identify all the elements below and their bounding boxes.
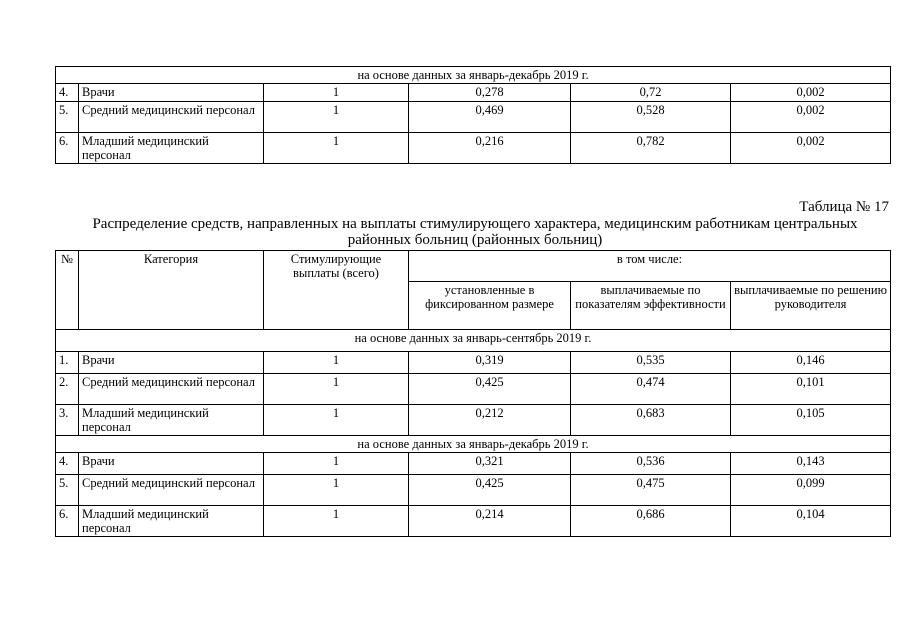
indicators-cell: 0,475: [571, 475, 731, 506]
header-fixed: установленные в фиксированном размере: [409, 282, 571, 330]
section-label: на основе данных за январь-сентябрь 2019 г.: [56, 330, 891, 352]
category-cell: Младший медицинский персонал: [79, 133, 264, 164]
section-row: [56, 67, 891, 84]
row-number: 4.: [56, 84, 79, 102]
fixed-cell: 0,214: [409, 506, 571, 537]
manager-cell: 0,104: [731, 506, 891, 537]
total-cell: 1: [264, 405, 409, 436]
section-row: [56, 436, 891, 453]
indicators-cell: 0,474: [571, 374, 731, 405]
category-cell: Врачи: [79, 453, 264, 475]
category-cell: Врачи: [79, 352, 264, 374]
category-cell: Средний медицинский персонал: [79, 102, 264, 133]
category-cell: Средний медицинский персонал: [79, 475, 264, 506]
total-cell: 1: [264, 84, 409, 102]
table-row: [56, 405, 891, 436]
row-number: 5.: [56, 475, 79, 506]
header-manager: выплачиваемые по решению руководителя: [731, 282, 891, 330]
fixed-cell: 0,425: [409, 374, 571, 405]
total-cell: 1: [264, 453, 409, 475]
table-row: [56, 506, 891, 537]
manager-cell: 0,002: [731, 84, 891, 102]
header-including: в том числе:: [409, 251, 891, 282]
fixed-cell: 0,469: [409, 102, 571, 133]
category-cell: Средний медицинский персонал: [79, 374, 264, 405]
header-total: Стимулирующие выплаты (всего): [264, 251, 409, 330]
indicators-cell: 0,782: [571, 133, 731, 164]
fixed-cell: 0,216: [409, 133, 571, 164]
manager-cell: 0,101: [731, 374, 891, 405]
indicators-cell: 0,683: [571, 405, 731, 436]
category-cell: Врачи: [79, 84, 264, 102]
section-row: [56, 330, 891, 352]
table-row: [56, 133, 891, 164]
total-cell: 1: [264, 475, 409, 506]
indicators-cell: 0,72: [571, 84, 731, 102]
row-number: 6.: [56, 133, 79, 164]
manager-cell: 0,002: [731, 102, 891, 133]
total-cell: 1: [264, 352, 409, 374]
indicators-cell: 0,536: [571, 453, 731, 475]
distribution-table: [55, 250, 891, 537]
row-number: 5.: [56, 102, 79, 133]
total-cell: 1: [264, 374, 409, 405]
fixed-cell: 0,278: [409, 84, 571, 102]
manager-cell: 0,002: [731, 133, 891, 164]
table-row: [56, 475, 891, 506]
fixed-cell: 0,425: [409, 475, 571, 506]
total-cell: 1: [264, 133, 409, 164]
table-title: Распределение средств, направленных на выплаты стимулирующего характера, медицинским работникам центральных районных больниц (районных больниц): [92, 216, 858, 248]
row-number: 1.: [56, 352, 79, 374]
manager-cell: 0,105: [731, 405, 891, 436]
fixed-cell: 0,319: [409, 352, 571, 374]
header-category: Категория: [79, 251, 264, 330]
total-cell: 1: [264, 506, 409, 537]
section-label: на основе данных за январь-декабрь 2019 г.: [56, 67, 891, 84]
row-number: 6.: [56, 506, 79, 537]
category-cell: Младший медицинский персонал: [79, 405, 264, 436]
row-number: 4.: [56, 453, 79, 475]
previous-table-continuation: [55, 66, 891, 164]
manager-cell: 0,143: [731, 453, 891, 475]
header-num: №: [56, 251, 79, 330]
section-label: на основе данных за январь-декабрь 2019 г.: [56, 436, 891, 453]
row-number: 2.: [56, 374, 79, 405]
manager-cell: 0,099: [731, 475, 891, 506]
manager-cell: 0,146: [731, 352, 891, 374]
table-row: [56, 352, 891, 374]
fixed-cell: 0,212: [409, 405, 571, 436]
row-number: 3.: [56, 405, 79, 436]
header-indicators: выплачиваемые по показателям эффективности: [571, 282, 731, 330]
category-cell: Младший медицинский персонал: [79, 506, 264, 537]
table-row: [56, 453, 891, 475]
indicators-cell: 0,528: [571, 102, 731, 133]
header-row: [56, 251, 891, 282]
table-number: Таблица № 17: [799, 199, 889, 215]
indicators-cell: 0,535: [571, 352, 731, 374]
indicators-cell: 0,686: [571, 506, 731, 537]
table-row: [56, 374, 891, 405]
total-cell: 1: [264, 102, 409, 133]
fixed-cell: 0,321: [409, 453, 571, 475]
table-row: [56, 102, 891, 133]
table-row: [56, 84, 891, 102]
